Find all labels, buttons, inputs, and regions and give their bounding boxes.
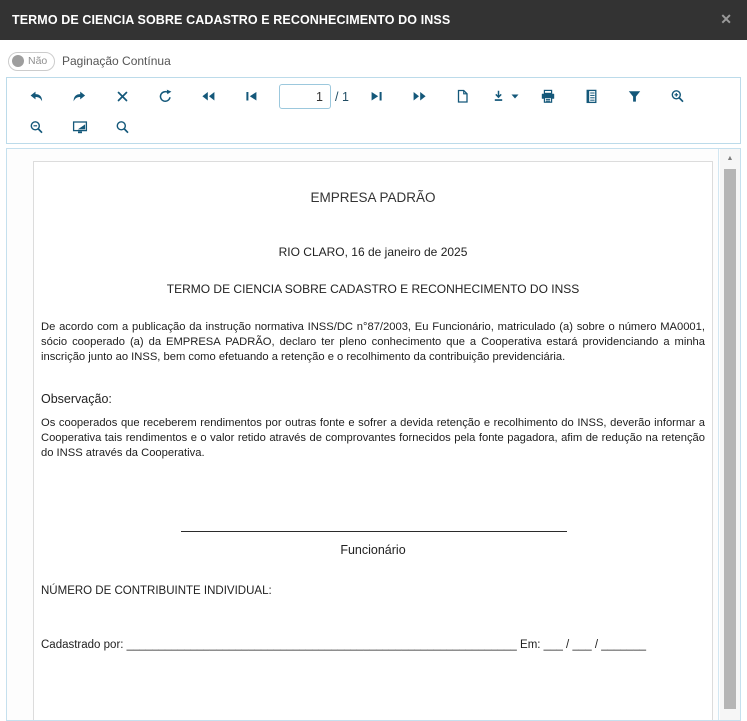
download-options-caret-icon <box>511 94 519 99</box>
toggle-knob <box>12 55 24 67</box>
vertical-scrollbar[interactable] <box>720 149 740 720</box>
pdf-viewer-area <box>6 148 741 721</box>
fit-screen-button[interactable] <box>58 114 101 141</box>
observation-heading: Observação: <box>41 392 112 406</box>
fast-previous-icon <box>201 89 216 104</box>
previous-page-button[interactable] <box>230 83 273 110</box>
fast-next-icon <box>412 89 427 104</box>
rotate-button[interactable] <box>144 83 187 110</box>
zoom-in-button[interactable] <box>656 83 699 110</box>
next-page-button[interactable] <box>355 83 398 110</box>
toolbar-row-1 <box>15 81 732 112</box>
fit-screen-monitor-icon <box>72 120 88 135</box>
undo-icon <box>29 89 44 104</box>
registered-by-label: Cadastrado por: <box>41 639 127 651</box>
scrollbar-up-button[interactable]: ▲ <box>726 154 734 162</box>
report-button[interactable] <box>570 83 613 110</box>
signature-line <box>181 531 567 532</box>
download-icon <box>491 89 506 104</box>
document-page <box>33 161 713 721</box>
fast-previous-button[interactable] <box>187 83 230 110</box>
page-total-label: / 1 <box>335 89 349 104</box>
zoom-in-icon <box>670 89 685 104</box>
pagination-label: Paginação Contínua <box>62 54 171 68</box>
signature-label: Funcionário <box>340 543 406 557</box>
document-company-name: EMPRESA PADRÃO <box>310 190 436 205</box>
filter-button[interactable] <box>613 83 656 110</box>
viewer-inner-edge <box>718 149 719 720</box>
page-navigation-group <box>279 84 349 109</box>
toggle-state-label: Não <box>28 55 48 67</box>
close-document-button[interactable] <box>101 83 144 110</box>
report-page-icon <box>584 89 599 104</box>
document-paragraph-2: Os cooperados que receberem rendimentos por outras fonte e sofrer a devida retenção e recolhimento do INSS, deverão informar a Cooperativa tais rendimentos e o valor retido através de comprovantes fornecidos pela fonte pagadora, afim de redução na retenção do INSS através da Cooperativa. <box>41 417 705 459</box>
modal-title: TERMO DE CIENCIA SOBRE CADASTRO E RECONHECIMENTO DO INSS <box>12 13 451 27</box>
fast-next-button[interactable] <box>398 83 441 110</box>
registered-by-blank: _____________________________________________________________ <box>126 639 517 651</box>
registered-date-blank: ___ / ___ / _______ <box>543 639 646 651</box>
document-paragraph-1: De acordo com a publicação da instrução normativa INSS/DC n°87/2003, Eu Funcionário, matriculado (a) sobre o número MA0001, sócio cooperado (a) da EMPRESA PADRÃO, declaro ter pleno conhecimento que a Cooperativa estará providenciando a minha inscrição junto ao INSS, bem como efetuando a retenção e o recolhimento da contribuição previdenciária. <box>41 321 705 363</box>
previous-page-icon <box>244 89 259 104</box>
filter-funnel-icon <box>627 89 642 104</box>
scrollbar-thumb[interactable] <box>724 169 736 709</box>
undo-button[interactable] <box>15 83 58 110</box>
modal-header <box>0 0 747 40</box>
search-icon <box>115 120 130 135</box>
redo-button[interactable] <box>58 83 101 110</box>
zoom-out-button[interactable] <box>15 114 58 141</box>
download-button[interactable] <box>484 83 527 110</box>
document-title: TERMO DE CIENCIA SOBRE CADASTRO E RECONHECIMENTO DO INSS <box>166 282 580 296</box>
printer-icon <box>540 89 556 104</box>
toolbar-row-2 <box>15 112 732 143</box>
pagination-toggle-row <box>8 51 171 71</box>
search-button[interactable] <box>101 114 144 141</box>
registered-em-label: Em: <box>516 639 544 651</box>
contributor-number-label: NÚMERO DE CONTRIBUINTE INDIVIDUAL: <box>41 585 272 597</box>
print-button[interactable] <box>527 83 570 110</box>
rotate-refresh-icon <box>158 89 173 104</box>
redo-icon <box>72 89 87 104</box>
close-x-icon <box>116 90 129 103</box>
pdf-toolbar <box>6 77 741 144</box>
document-icon <box>455 89 470 104</box>
zoom-out-icon <box>29 120 44 135</box>
next-page-icon <box>369 89 384 104</box>
page-number-input[interactable] <box>279 84 331 109</box>
close-icon[interactable]: ✕ <box>720 11 732 27</box>
registered-by-line <box>41 639 705 651</box>
new-document-button[interactable] <box>441 83 484 110</box>
document-date-line: RIO CLARO, 16 de janeiro de 2025 <box>278 245 468 259</box>
continuous-pagination-toggle[interactable] <box>8 52 55 71</box>
